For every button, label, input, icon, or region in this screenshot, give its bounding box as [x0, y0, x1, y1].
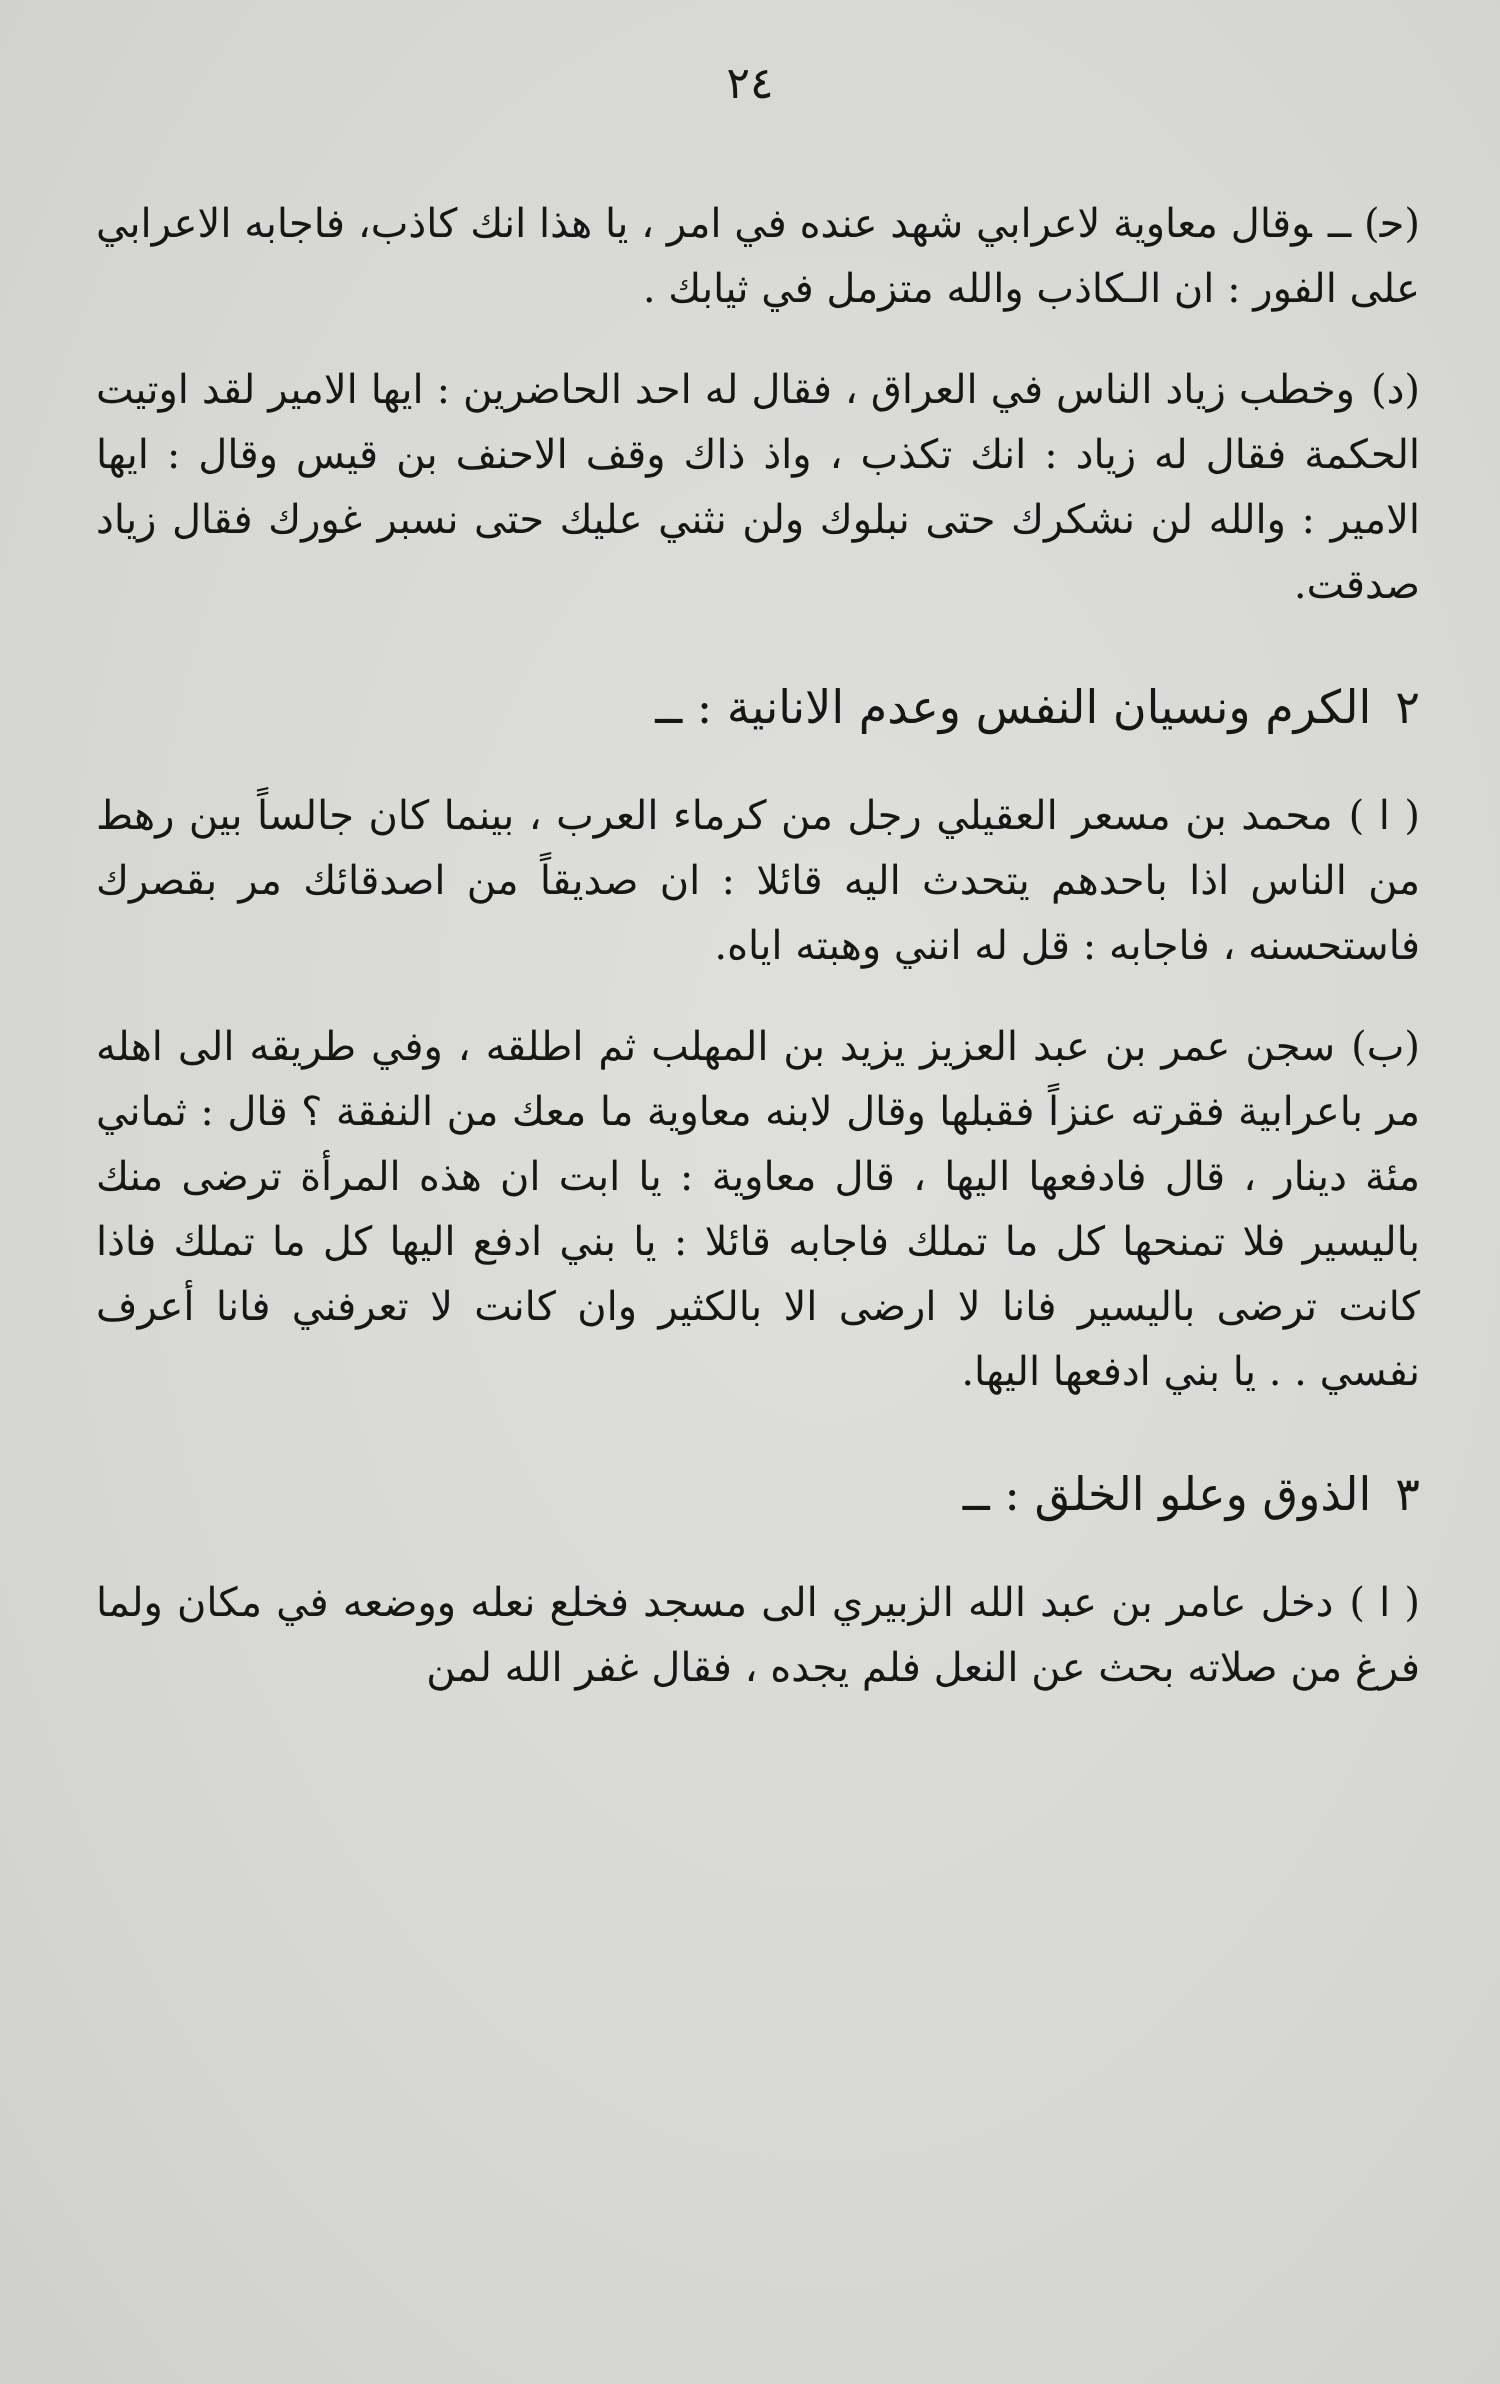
paragraph-text: دخل عامر بن عبد الله الزبيري الى مسجد فخلع نعله ووضعه في مكان ولما فرغ من صلاته بحث عن النعل فلم يجده ، فقال غفر الله لمن — [96, 1580, 1420, 1691]
paragraph-a — [96, 784, 1420, 979]
section-heading-3 — [96, 1459, 1420, 1529]
page-text — [96, 192, 1420, 1737]
paragraph-text: وقال معاوية لاعرابي شهد عنده في امر ، يا هذا انك كاذب، فاجابه الاعرابي على الفور : ان الـكاذب والله متزمل في ثيابك . — [96, 201, 1420, 312]
section-number: ٢ — [1395, 680, 1420, 734]
paragraph-label: (د) — [1370, 367, 1420, 413]
paragraph-text: محمد بن مسعر العقيلي رجل من كرماء العرب ، بينما كان جالساً بين رهط من الناس اذا باحدهم يتحدث اليه قائلا : ان صديقاً من اصدقائك مر بقصرك فاستحسنه ، فاجابه : قل له انني وهبته اياه. — [96, 793, 1420, 969]
paragraph-text: سجن عمر بن عبد العزيز يزيد بن المهلب ثم اطلقه ، وفي طريقه الى اهله مر باعرابية فقرته عنزاً فقبلها وقال لابنه معاوية ما معك من النفقة ؟ قال : ثماني مئة دينار ، قال فادفعها اليها ، قال معاوية : يا ابت ان هذه المرأة ترضى منك باليسير فلا تمنحها كل ما تملك فاجابه قائلا : يا بني ادفع اليها كل ما تملك فاذا كانت ترضى باليسير فانا لا ارضى الا بالكثير وان كانت لا تعرفني فانا أعرف نفسي . . يا بني ادفعها اليها. — [96, 1024, 1421, 1395]
paragraph-text: وخطب زياد الناس في العراق ، فقال له احد الحاضرين : ايها الامير لقد اوتيت الحكمة فقال له زياد : انك تكذب ، واذ ذاك وقف الاحنف بن قيس وقال : ايها الامير : والله لن نشكرك حتى نبلوك ولن نثني عليك حتى نسبر غورك فقال زياد صدقت. — [96, 367, 1420, 608]
section-title: الكرم ونسيان النفس وعدم الانانية : ــ — [655, 680, 1372, 734]
paragraph-a2 — [96, 1571, 1420, 1701]
paragraph-d — [96, 358, 1420, 618]
paragraph-label: ( ا ) — [1348, 793, 1420, 839]
section-title: الذوق وعلو الخلق : ــ — [962, 1467, 1372, 1521]
paragraph-h — [96, 192, 1420, 322]
section-heading-2 — [96, 672, 1420, 742]
paragraph-b — [96, 1015, 1420, 1405]
section-number: ٣ — [1395, 1467, 1420, 1521]
paragraph-label: (ﺣ) ــ — [1327, 201, 1420, 247]
paragraph-label: (ب) — [1351, 1024, 1420, 1070]
paragraph-label: ( ا ) — [1349, 1580, 1420, 1626]
page-number: ٢٤ — [726, 58, 774, 109]
